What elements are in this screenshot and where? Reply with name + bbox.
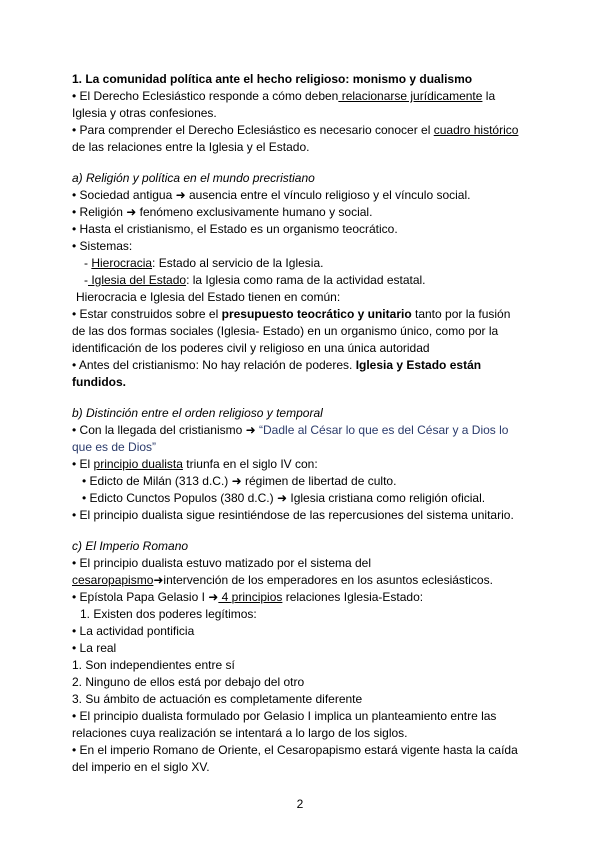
section-1-heading: 1. La comunidad política ante el hecho religioso: monismo y dualismo — [72, 72, 473, 86]
text-run: tanto por la fusión — [411, 307, 511, 321]
text-run: • Epístola Papa Gelasio I ➜ — [72, 590, 219, 604]
text-run: ➜intervención de los emperadores en los asuntos eclesiásticos. — [153, 573, 493, 587]
text-run: - — [84, 256, 92, 270]
page-number: 2 — [296, 797, 304, 811]
paragraph-line — [72, 88, 495, 105]
list-item: • Sistemas: — [72, 239, 133, 253]
underlined-term: cuadro histórico — [433, 123, 519, 137]
sub-list-item: • Edicto Cunctos Populos (380 d.C.) ➜ Iglesia cristiana como religión oficial. — [82, 491, 486, 505]
list-item: • El principio dualista formulado por Gelasio I implica un planteamiento entre las — [72, 709, 497, 723]
list-item — [72, 357, 481, 374]
numbered-item: 2. Ninguno de ellos está por debajo del otro — [72, 675, 305, 689]
bold-term: presupuesto teocrático y unitario — [221, 307, 412, 321]
numbered-item: 1. Son independientes entre sí — [72, 658, 235, 672]
list-item: • La real — [72, 641, 117, 655]
text-run: - — [84, 273, 88, 287]
underlined-term: relacionarse jurídicamente — [338, 89, 483, 103]
quote-text: que es de Dios” — [72, 440, 157, 454]
list-item: • Hasta el cristianismo, el Estado es un organismo teocrático. — [72, 222, 398, 236]
paragraph-line: Hierocracia e Iglesia del Estado tienen en común: — [76, 290, 341, 304]
section-b-heading: b) Distinción entre el orden religioso y temporal — [72, 406, 323, 420]
text-run: triunfa en el siglo IV con: — [182, 457, 318, 471]
paragraph-line — [72, 122, 518, 139]
text-run: • Estar construidos sobre el — [72, 307, 222, 321]
text-run: • Con la llegada del cristianismo ➜ — [72, 423, 260, 437]
text-run: : la Iglesia como rama de la actividad estatal. — [186, 273, 426, 287]
text-run: • Antes del cristianismo: No hay relación de poderes. — [72, 358, 356, 372]
underlined-term: principio dualista — [93, 457, 183, 471]
bold-term: Iglesia y Estado están — [355, 358, 482, 372]
paragraph-line: de las dos formas sociales (Iglesia- Estado) en un organismo único, como por la — [72, 324, 499, 338]
sub-list-item — [84, 272, 426, 289]
list-item: • En el imperio Romano de Oriente, el Cesaropapismo estará vigente hasta la caída — [72, 743, 518, 757]
paragraph-line: fundidos. — [72, 375, 126, 389]
paragraph-line: relaciones cuya realización se intentará a lo largo de los siglos. — [72, 726, 408, 740]
numbered-item: 3. Su ámbito de actuación es completamente diferente — [72, 692, 363, 706]
list-item: • La actividad pontificia — [72, 624, 195, 638]
list-item: • El principio dualista estuvo matizado por el sistema del — [72, 556, 372, 570]
section-c-heading: c) El Imperio Romano — [72, 539, 189, 553]
underlined-term: cesaropapismo — [72, 573, 154, 587]
paragraph-line — [72, 572, 493, 589]
sub-list-item — [84, 255, 323, 272]
list-item — [72, 306, 510, 323]
list-item — [72, 422, 508, 439]
text-run: la — [482, 89, 496, 103]
underlined-term: 4 principios — [218, 590, 283, 604]
text-run: • El — [72, 457, 94, 471]
list-item: • Sociedad antigua ➜ ausencia entre el vínculo religioso y el vínculo social. — [72, 188, 471, 202]
numbered-item: 1. Existen dos poderes legítimos: — [80, 607, 257, 621]
list-item — [72, 456, 318, 473]
paragraph-line: de las relaciones entre la Iglesia y el Estado. — [72, 140, 310, 154]
text-run: • El Derecho Eclesiástico responde a cómo deben — [72, 89, 339, 103]
text-run: : Estado al servicio de la Iglesia. — [152, 256, 324, 270]
text-run: • Para comprender el Derecho Eclesiástico es necesario conocer el — [72, 123, 434, 137]
paragraph-line: del imperio en el siglo XV. — [72, 760, 210, 774]
text-run: relaciones Iglesia-Estado: — [282, 590, 424, 604]
underlined-term: Hierocracia — [91, 256, 153, 270]
sub-list-item: • Edicto de Milán (313 d.C.) ➜ régimen de libertad de culto. — [82, 474, 397, 488]
paragraph-line: Iglesia y otras confesiones. — [72, 106, 217, 120]
list-item: • Religión ➜ fenómeno exclusivamente humano y social. — [72, 205, 373, 219]
list-item: • El principio dualista sigue resintiéndose de las repercusiones del sistema unitario. — [72, 508, 514, 522]
section-a-heading: a) Religión y política en el mundo precristiano — [72, 171, 315, 185]
list-item — [72, 589, 423, 606]
underlined-term: Iglesia del Estado — [88, 273, 187, 287]
quote-text: “Dadle al César lo que es del César y a Dios lo — [259, 423, 509, 437]
paragraph-line: identificación de los poderes civil y religioso en una única autoridad — [72, 341, 430, 355]
